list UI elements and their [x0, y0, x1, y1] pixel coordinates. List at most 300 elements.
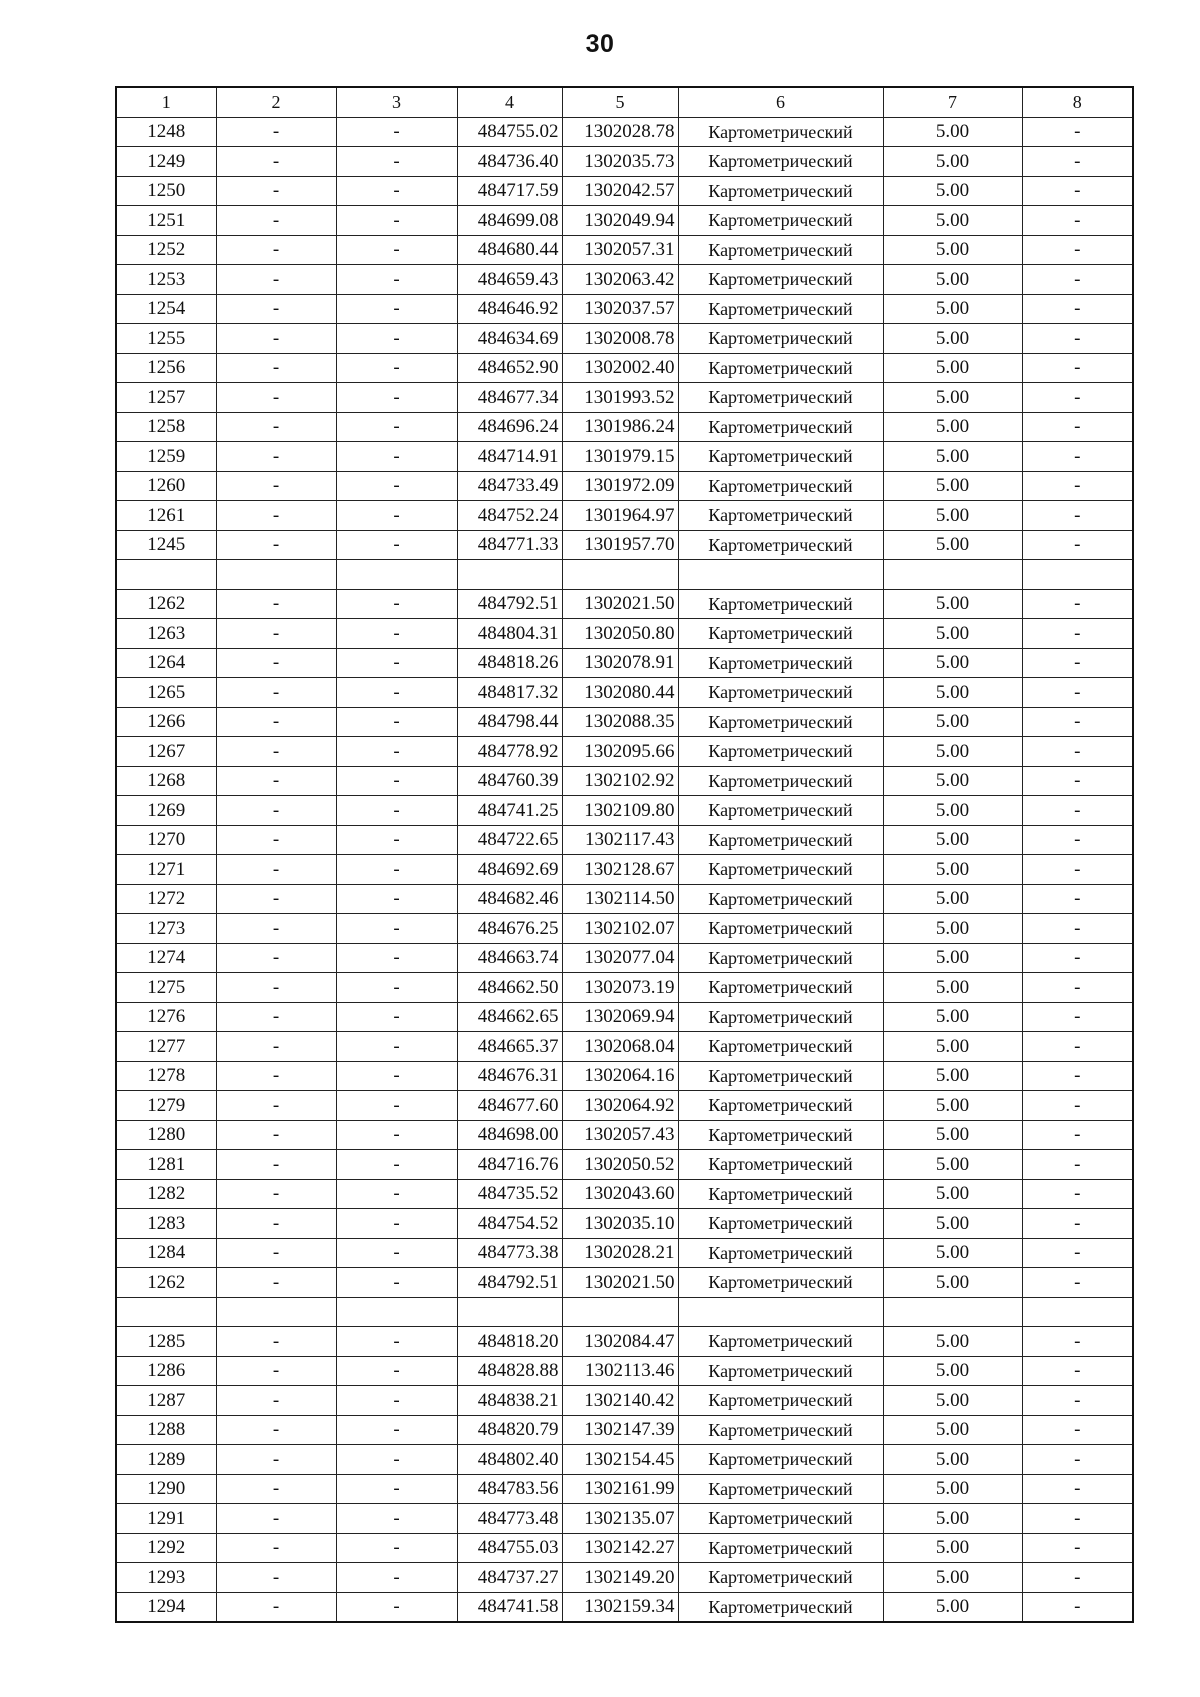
point-number-cell: 1292	[116, 1533, 216, 1563]
y-coordinate-cell: 1302042.57	[562, 176, 678, 206]
table-row	[116, 1209, 1133, 1239]
point-number-cell: 1254	[116, 294, 216, 324]
y-coordinate-cell: 1302077.04	[562, 943, 678, 973]
col-3-cell: -	[336, 678, 457, 708]
accuracy-cell: 5.00	[883, 1533, 1022, 1563]
x-coordinate-cell: 484716.76	[457, 1150, 562, 1180]
point-number-cell: 1255	[116, 324, 216, 354]
table-row	[116, 206, 1133, 236]
header-row	[116, 87, 1133, 117]
col-2-cell: -	[216, 1238, 336, 1268]
point-number-cell	[116, 1297, 216, 1327]
col-3-cell: -	[336, 1592, 457, 1622]
accuracy-cell: 5.00	[883, 501, 1022, 531]
col-8-cell: -	[1022, 206, 1133, 236]
col-3-cell: -	[336, 1032, 457, 1062]
method-cell: Картометрический	[678, 117, 883, 147]
x-coordinate-cell: 484820.79	[457, 1415, 562, 1445]
col-8-cell: -	[1022, 796, 1133, 826]
y-coordinate-cell: 1302113.46	[562, 1356, 678, 1386]
col-2-cell: -	[216, 1061, 336, 1091]
point-number-cell: 1288	[116, 1415, 216, 1445]
x-coordinate-cell: 484804.31	[457, 619, 562, 649]
method-cell	[678, 560, 883, 590]
accuracy-cell: 5.00	[883, 796, 1022, 826]
y-coordinate-cell: 1302114.50	[562, 884, 678, 914]
x-coordinate-cell: 484696.24	[457, 412, 562, 442]
point-number-cell: 1261	[116, 501, 216, 531]
x-coordinate-cell: 484692.69	[457, 855, 562, 885]
point-number-cell: 1263	[116, 619, 216, 649]
method-cell: Картометрический	[678, 1268, 883, 1298]
y-coordinate-cell: 1302002.40	[562, 353, 678, 383]
accuracy-cell: 5.00	[883, 1504, 1022, 1534]
point-number-cell: 1257	[116, 383, 216, 413]
method-cell: Картометрический	[678, 825, 883, 855]
x-coordinate-cell: 484676.31	[457, 1061, 562, 1091]
table-body	[116, 87, 1133, 1622]
col-8-cell: -	[1022, 1415, 1133, 1445]
column-header: 5	[562, 87, 678, 117]
col-3-cell: -	[336, 1209, 457, 1239]
point-number-cell: 1250	[116, 176, 216, 206]
col-3-cell: -	[336, 884, 457, 914]
point-number-cell: 1273	[116, 914, 216, 944]
col-3-cell: -	[336, 176, 457, 206]
x-coordinate-cell: 484817.32	[457, 678, 562, 708]
x-coordinate-cell: 484676.25	[457, 914, 562, 944]
accuracy-cell: 5.00	[883, 294, 1022, 324]
x-coordinate-cell: 484802.40	[457, 1445, 562, 1475]
col-2-cell: -	[216, 530, 336, 560]
table-row	[116, 1238, 1133, 1268]
accuracy-cell: 5.00	[883, 117, 1022, 147]
col-3-cell: -	[336, 648, 457, 678]
point-number-cell: 1272	[116, 884, 216, 914]
col-8-cell: -	[1022, 1268, 1133, 1298]
col-3-cell: -	[336, 265, 457, 295]
accuracy-cell: 5.00	[883, 678, 1022, 708]
y-coordinate-cell: 1302049.94	[562, 206, 678, 236]
col-2-cell: -	[216, 1504, 336, 1534]
method-cell: Картометрический	[678, 442, 883, 472]
y-coordinate-cell: 1301979.15	[562, 442, 678, 472]
col-8-cell: -	[1022, 737, 1133, 767]
col-2-cell: -	[216, 1002, 336, 1032]
col-2-cell: -	[216, 117, 336, 147]
accuracy-cell: 5.00	[883, 973, 1022, 1003]
col-2-cell: -	[216, 471, 336, 501]
col-3-cell: -	[336, 973, 457, 1003]
accuracy-cell: 5.00	[883, 1386, 1022, 1416]
accuracy-cell: 5.00	[883, 914, 1022, 944]
col-3-cell: -	[336, 206, 457, 236]
accuracy-cell: 5.00	[883, 855, 1022, 885]
point-number-cell: 1282	[116, 1179, 216, 1209]
col-2-cell: -	[216, 1209, 336, 1239]
point-number-cell: 1256	[116, 353, 216, 383]
method-cell: Картометрический	[678, 707, 883, 737]
table-row	[116, 1268, 1133, 1298]
x-coordinate-cell: 484754.52	[457, 1209, 562, 1239]
col-8-cell: -	[1022, 1032, 1133, 1062]
y-coordinate-cell: 1302069.94	[562, 1002, 678, 1032]
table-row	[116, 1386, 1133, 1416]
table-row	[116, 1032, 1133, 1062]
col-8-cell: -	[1022, 1209, 1133, 1239]
col-8-cell: -	[1022, 943, 1133, 973]
col-2-cell	[216, 560, 336, 590]
method-cell: Картометрический	[678, 1179, 883, 1209]
x-coordinate-cell: 484755.03	[457, 1533, 562, 1563]
method-cell: Картометрический	[678, 1002, 883, 1032]
col-2-cell: -	[216, 442, 336, 472]
col-8-cell: -	[1022, 1356, 1133, 1386]
col-2-cell: -	[216, 265, 336, 295]
col-2-cell: -	[216, 1032, 336, 1062]
col-2-cell: -	[216, 589, 336, 619]
x-coordinate-cell	[457, 560, 562, 590]
point-number-cell: 1270	[116, 825, 216, 855]
point-number-cell: 1262	[116, 1268, 216, 1298]
point-number-cell	[116, 560, 216, 590]
col-2-cell: -	[216, 1386, 336, 1416]
col-2-cell: -	[216, 737, 336, 767]
col-2-cell: -	[216, 825, 336, 855]
accuracy-cell: 5.00	[883, 1209, 1022, 1239]
col-3-cell: -	[336, 855, 457, 885]
col-3-cell: -	[336, 530, 457, 560]
x-coordinate-cell: 484698.00	[457, 1120, 562, 1150]
point-number-cell: 1269	[116, 796, 216, 826]
x-coordinate-cell: 484778.92	[457, 737, 562, 767]
col-3-cell: -	[336, 737, 457, 767]
accuracy-cell: 5.00	[883, 707, 1022, 737]
y-coordinate-cell: 1302128.67	[562, 855, 678, 885]
accuracy-cell: 5.00	[883, 383, 1022, 413]
method-cell: Картометрический	[678, 1209, 883, 1239]
col-3-cell: -	[336, 707, 457, 737]
y-coordinate-cell: 1301964.97	[562, 501, 678, 531]
y-coordinate-cell: 1302080.44	[562, 678, 678, 708]
accuracy-cell: 5.00	[883, 147, 1022, 177]
col-2-cell: -	[216, 1120, 336, 1150]
table-row	[116, 471, 1133, 501]
coordinates-table	[115, 86, 1134, 1623]
col-8-cell: -	[1022, 855, 1133, 885]
table-row	[116, 707, 1133, 737]
col-3-cell: -	[336, 117, 457, 147]
col-8-cell: -	[1022, 1563, 1133, 1593]
point-number-cell: 1278	[116, 1061, 216, 1091]
point-number-cell: 1249	[116, 147, 216, 177]
x-coordinate-cell: 484659.43	[457, 265, 562, 295]
method-cell: Картометрический	[678, 1120, 883, 1150]
accuracy-cell: 5.00	[883, 884, 1022, 914]
y-coordinate-cell: 1302102.92	[562, 766, 678, 796]
point-number-cell: 1290	[116, 1474, 216, 1504]
table-row	[116, 324, 1133, 354]
method-cell: Картометрический	[678, 471, 883, 501]
method-cell: Картометрический	[678, 943, 883, 973]
point-number-cell: 1271	[116, 855, 216, 885]
method-cell: Картометрический	[678, 1238, 883, 1268]
y-coordinate-cell: 1302057.43	[562, 1120, 678, 1150]
col-3-cell: -	[336, 147, 457, 177]
x-coordinate-cell: 484792.51	[457, 589, 562, 619]
x-coordinate-cell	[457, 1297, 562, 1327]
col-8-cell: -	[1022, 1504, 1133, 1534]
col-3-cell: -	[336, 1386, 457, 1416]
method-cell: Картометрический	[678, 1150, 883, 1180]
y-coordinate-cell: 1302095.66	[562, 737, 678, 767]
method-cell: Картометрический	[678, 884, 883, 914]
col-8-cell: -	[1022, 324, 1133, 354]
accuracy-cell: 5.00	[883, 176, 1022, 206]
col-2-cell: -	[216, 1356, 336, 1386]
point-number-cell: 1279	[116, 1091, 216, 1121]
table-row	[116, 855, 1133, 885]
col-8-cell: -	[1022, 1120, 1133, 1150]
table-row	[116, 766, 1133, 796]
col-2-cell: -	[216, 1533, 336, 1563]
col-2-cell: -	[216, 1091, 336, 1121]
accuracy-cell: 5.00	[883, 1356, 1022, 1386]
y-coordinate-cell: 1302008.78	[562, 324, 678, 354]
table-row	[116, 442, 1133, 472]
x-coordinate-cell: 484682.46	[457, 884, 562, 914]
y-coordinate-cell: 1302021.50	[562, 589, 678, 619]
col-2-cell: -	[216, 235, 336, 265]
table-row	[116, 914, 1133, 944]
col-8-cell: -	[1022, 648, 1133, 678]
y-coordinate-cell: 1301986.24	[562, 412, 678, 442]
col-2-cell: -	[216, 176, 336, 206]
column-header: 7	[883, 87, 1022, 117]
y-coordinate-cell: 1301993.52	[562, 383, 678, 413]
x-coordinate-cell: 484662.65	[457, 1002, 562, 1032]
col-3-cell: -	[336, 1327, 457, 1357]
point-number-cell: 1294	[116, 1592, 216, 1622]
method-cell: Картометрический	[678, 1504, 883, 1534]
accuracy-cell: 5.00	[883, 737, 1022, 767]
accuracy-cell: 5.00	[883, 206, 1022, 236]
col-8-cell: -	[1022, 471, 1133, 501]
table-row	[116, 1002, 1133, 1032]
y-coordinate-cell: 1302161.99	[562, 1474, 678, 1504]
x-coordinate-cell: 484722.65	[457, 825, 562, 855]
point-number-cell: 1265	[116, 678, 216, 708]
method-cell: Картометрический	[678, 1061, 883, 1091]
method-cell	[678, 1297, 883, 1327]
column-header: 4	[457, 87, 562, 117]
method-cell: Картометрический	[678, 324, 883, 354]
y-coordinate-cell: 1302043.60	[562, 1179, 678, 1209]
col-3-cell: -	[336, 619, 457, 649]
method-cell: Картометрический	[678, 619, 883, 649]
method-cell: Картометрический	[678, 265, 883, 295]
y-coordinate-cell: 1302159.34	[562, 1592, 678, 1622]
point-number-cell: 1251	[116, 206, 216, 236]
table-row	[116, 176, 1133, 206]
x-coordinate-cell: 484677.60	[457, 1091, 562, 1121]
point-number-cell: 1264	[116, 648, 216, 678]
col-2-cell: -	[216, 884, 336, 914]
accuracy-cell: 5.00	[883, 324, 1022, 354]
table-row	[116, 884, 1133, 914]
x-coordinate-cell: 484838.21	[457, 1386, 562, 1416]
x-coordinate-cell: 484828.88	[457, 1356, 562, 1386]
method-cell: Картометрический	[678, 176, 883, 206]
method-cell: Картометрический	[678, 1327, 883, 1357]
table-row	[116, 943, 1133, 973]
col-2-cell: -	[216, 707, 336, 737]
col-8-cell: -	[1022, 1091, 1133, 1121]
col-3-cell: -	[336, 1061, 457, 1091]
method-cell: Картометрический	[678, 235, 883, 265]
col-8-cell: -	[1022, 707, 1133, 737]
col-3-cell	[336, 560, 457, 590]
col-3-cell: -	[336, 1091, 457, 1121]
col-8-cell: -	[1022, 117, 1133, 147]
table-row	[116, 383, 1133, 413]
col-8-cell: -	[1022, 1061, 1133, 1091]
method-cell: Картометрический	[678, 383, 883, 413]
col-3-cell: -	[336, 383, 457, 413]
table-row	[116, 530, 1133, 560]
accuracy-cell: 5.00	[883, 265, 1022, 295]
col-3-cell: -	[336, 294, 457, 324]
col-2-cell: -	[216, 1415, 336, 1445]
table-row	[116, 353, 1133, 383]
col-2-cell: -	[216, 648, 336, 678]
y-coordinate-cell: 1302102.07	[562, 914, 678, 944]
y-coordinate-cell: 1302140.42	[562, 1386, 678, 1416]
method-cell: Картометрический	[678, 1386, 883, 1416]
y-coordinate-cell: 1302028.21	[562, 1238, 678, 1268]
accuracy-cell: 5.00	[883, 589, 1022, 619]
accuracy-cell: 5.00	[883, 1179, 1022, 1209]
col-8-cell: -	[1022, 1327, 1133, 1357]
x-coordinate-cell: 484733.49	[457, 471, 562, 501]
x-coordinate-cell: 484755.02	[457, 117, 562, 147]
table-row	[116, 412, 1133, 442]
method-cell: Картометрический	[678, 412, 883, 442]
col-2-cell: -	[216, 294, 336, 324]
x-coordinate-cell: 484735.52	[457, 1179, 562, 1209]
y-coordinate-cell: 1302064.16	[562, 1061, 678, 1091]
accuracy-cell: 5.00	[883, 471, 1022, 501]
method-cell: Картометрический	[678, 1533, 883, 1563]
x-coordinate-cell: 484773.38	[457, 1238, 562, 1268]
col-8-cell: -	[1022, 1238, 1133, 1268]
table-row	[116, 1150, 1133, 1180]
point-number-cell: 1252	[116, 235, 216, 265]
point-number-cell: 1280	[116, 1120, 216, 1150]
point-number-cell: 1281	[116, 1150, 216, 1180]
col-8-cell: -	[1022, 1445, 1133, 1475]
accuracy-cell: 5.00	[883, 235, 1022, 265]
point-number-cell: 1253	[116, 265, 216, 295]
method-cell: Картометрический	[678, 501, 883, 531]
point-number-cell: 1276	[116, 1002, 216, 1032]
accuracy-cell: 5.00	[883, 353, 1022, 383]
method-cell: Картометрический	[678, 766, 883, 796]
table-row	[116, 1091, 1133, 1121]
col-8-cell	[1022, 1297, 1133, 1327]
x-coordinate-cell: 484783.56	[457, 1474, 562, 1504]
col-3-cell: -	[336, 501, 457, 531]
col-3-cell: -	[336, 471, 457, 501]
table-row	[116, 1592, 1133, 1622]
table-row	[116, 1327, 1133, 1357]
method-cell: Картометрический	[678, 648, 883, 678]
col-8-cell: -	[1022, 147, 1133, 177]
accuracy-cell: 5.00	[883, 1002, 1022, 1032]
y-coordinate-cell: 1302149.20	[562, 1563, 678, 1593]
point-number-cell: 1284	[116, 1238, 216, 1268]
col-8-cell: -	[1022, 884, 1133, 914]
point-number-cell: 1258	[116, 412, 216, 442]
point-number-cell: 1268	[116, 766, 216, 796]
col-3-cell: -	[336, 1150, 457, 1180]
col-2-cell: -	[216, 383, 336, 413]
col-8-cell: -	[1022, 442, 1133, 472]
y-coordinate-cell	[562, 560, 678, 590]
y-coordinate-cell: 1302063.42	[562, 265, 678, 295]
method-cell: Картометрический	[678, 206, 883, 236]
col-3-cell	[336, 1297, 457, 1327]
col-8-cell: -	[1022, 412, 1133, 442]
column-header: 1	[116, 87, 216, 117]
table-row	[116, 619, 1133, 649]
y-coordinate-cell: 1302073.19	[562, 973, 678, 1003]
y-coordinate-cell: 1302028.78	[562, 117, 678, 147]
y-coordinate-cell: 1301972.09	[562, 471, 678, 501]
col-2-cell: -	[216, 1179, 336, 1209]
method-cell: Картометрический	[678, 855, 883, 885]
y-coordinate-cell: 1302035.10	[562, 1209, 678, 1239]
method-cell: Картометрический	[678, 1356, 883, 1386]
col-3-cell: -	[336, 1504, 457, 1534]
separator-row	[116, 1297, 1133, 1327]
col-3-cell: -	[336, 442, 457, 472]
y-coordinate-cell: 1302109.80	[562, 796, 678, 826]
x-coordinate-cell: 484652.90	[457, 353, 562, 383]
col-8-cell: -	[1022, 1592, 1133, 1622]
y-coordinate-cell: 1302142.27	[562, 1533, 678, 1563]
col-2-cell: -	[216, 855, 336, 885]
col-8-cell: -	[1022, 1179, 1133, 1209]
col-2-cell: -	[216, 412, 336, 442]
col-3-cell: -	[336, 825, 457, 855]
table-row	[116, 1061, 1133, 1091]
col-8-cell: -	[1022, 353, 1133, 383]
x-coordinate-cell: 484741.25	[457, 796, 562, 826]
col-2-cell: -	[216, 1327, 336, 1357]
accuracy-cell: 5.00	[883, 1120, 1022, 1150]
col-8-cell: -	[1022, 589, 1133, 619]
separator-row	[116, 560, 1133, 590]
table-row	[116, 1474, 1133, 1504]
table-row	[116, 265, 1133, 295]
col-8-cell: -	[1022, 1150, 1133, 1180]
col-3-cell: -	[336, 324, 457, 354]
accuracy-cell: 5.00	[883, 1327, 1022, 1357]
accuracy-cell: 5.00	[883, 1474, 1022, 1504]
method-cell: Картометрический	[678, 737, 883, 767]
point-number-cell: 1274	[116, 943, 216, 973]
